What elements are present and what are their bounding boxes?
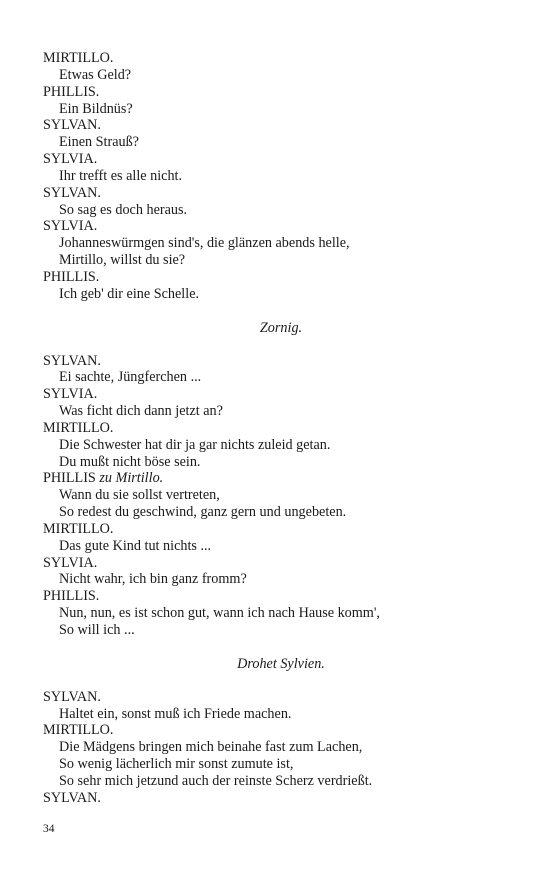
verse-line: Was ficht dich dann jetzt an? <box>59 403 223 420</box>
speaker-name: SYLVIA. <box>43 386 98 403</box>
verse-line: Nicht wahr, ich bin ganz fromm? <box>59 571 247 588</box>
speaker-name: SYLVAN. <box>43 688 101 705</box>
stage-direction: Drohet Sylvien. <box>237 655 325 672</box>
verse-line: Mirtillo, willst du sie? <box>59 252 186 269</box>
verse-line: Die Schwester hat dir ja gar nichts zuleid getan. <box>59 436 331 453</box>
inline-stage-direction: zu Mirtillo. <box>99 470 164 487</box>
stage-direction: Zornig. <box>259 319 303 336</box>
verse-line: Das gute Kind tut nichts ... <box>59 537 212 554</box>
verse-line: Nun, nun, es ist schon gut, wann ich nach Hause komm', <box>59 605 380 622</box>
verse-line: Ihr trefft es alle nicht. <box>59 167 183 184</box>
verse-line: Etwas Geld? <box>59 66 132 83</box>
verse-line: So sehr mich jetzund auch der reinste Scherz verdrießt. <box>59 772 373 789</box>
speaker-name: SYLVIA. <box>43 151 98 168</box>
page-number: 34 <box>43 823 55 835</box>
speaker-name: PHILLIS <box>43 470 96 487</box>
speaker-name: SYLVAN. <box>43 352 101 369</box>
speaker-name: PHILLIS. <box>43 268 100 285</box>
speaker-name: MIRTILLO. <box>43 50 114 66</box>
verse-line: So will ich ... <box>59 622 135 638</box>
speaker-name: SYLVIA. <box>43 554 98 571</box>
verse-line: Wann du sie sollst vertreten, <box>59 487 220 504</box>
verse-line: So sag es doch heraus. <box>59 201 188 218</box>
speaker-name: MIRTILLO. <box>43 722 114 739</box>
verse-line: So wenig lächerlich mir sonst zumute ist, <box>59 756 294 773</box>
speaker-name: SYLVAN. <box>43 184 101 201</box>
verse-line: Johanneswürmgen sind's, die glänzen abends helle, <box>59 235 350 252</box>
speaker-name: MIRTILLO. <box>43 419 114 436</box>
verse-line: Ei sachte, Jüngferchen ... <box>59 369 202 386</box>
speaker-name: SYLVAN. <box>43 117 101 134</box>
verse-line: So redest du geschwind, ganz gern und ungebeten. <box>59 504 347 521</box>
verse-line: Ich geb' dir eine Schelle. <box>59 285 200 302</box>
speaker-name: PHILLIS. <box>43 83 100 100</box>
speaker-with-direction <box>43 470 513 487</box>
verse-line: Einen Strauß? <box>59 134 139 151</box>
book-page-text <box>43 50 513 807</box>
verse-line: Ein Bildnüs? <box>59 100 133 117</box>
speaker-name: MIRTILLO. <box>43 520 114 537</box>
speaker-name: PHILLIS. <box>43 588 100 605</box>
verse-line: Haltet ein, sonst muß ich Friede machen. <box>59 705 292 722</box>
speaker-name: SYLVAN. <box>43 789 101 806</box>
verse-line: Du mußt nicht böse sein. <box>59 453 201 470</box>
speaker-name: SYLVIA. <box>43 218 98 235</box>
verse-line: Die Mädgens bringen mich beinahe fast zum Lachen, <box>59 739 363 756</box>
